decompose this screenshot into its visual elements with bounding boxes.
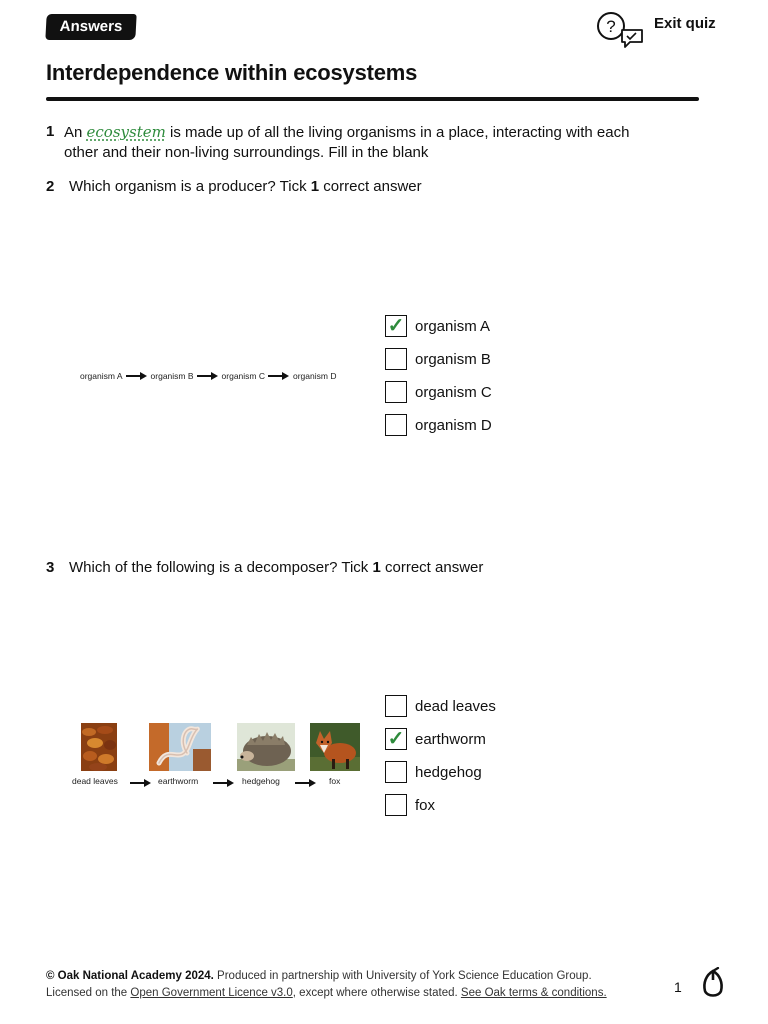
arrow-right-icon [126, 371, 148, 381]
dead-leaves-image [81, 723, 117, 771]
checkbox[interactable] [385, 381, 407, 403]
quiz-speech-icon [596, 10, 648, 48]
checkbox[interactable] [385, 315, 407, 337]
tick-icon: ✓ [387, 728, 405, 750]
question-3-text-post: correct answer [380, 559, 484, 576]
question-1-line2: other and their non-living surroundings. Fill in the blank [64, 144, 429, 161]
q3-option-fox[interactable] [385, 793, 435, 817]
title-divider [46, 97, 699, 101]
oak-acorn-logo-icon [700, 967, 726, 1001]
option-label: fox [415, 796, 436, 814]
chain-organism-c: organism C [221, 371, 265, 381]
arrow-right-icon [130, 778, 152, 788]
question-3-number: 3 [46, 559, 55, 576]
question-2-text-bold: 1 [310, 178, 320, 195]
terms-link[interactable]: See Oak terms & conditions. [460, 987, 607, 999]
chain-organism-b: organism B [150, 371, 194, 381]
question-3-text-bold: 1 [372, 559, 381, 576]
arrow-right-icon [213, 778, 235, 788]
option-label: hedgehog [415, 763, 482, 781]
fox-image [310, 723, 360, 771]
footer-line1: Produced in partnership with University of York Science Education Group. [213, 970, 592, 982]
exit-quiz-label: Exit quiz [654, 15, 716, 32]
chain-label-earthworm: earthworm [158, 776, 199, 786]
question-2-text-pre: Which organism is a producer? Tick [69, 178, 311, 195]
checkbox[interactable] [385, 348, 407, 370]
question-2-text-post: correct answer [319, 178, 422, 195]
hedgehog-image [237, 723, 295, 771]
tick-icon: ✓ [387, 315, 405, 337]
question-1-pre: An [64, 124, 87, 141]
checkbox[interactable] [385, 728, 407, 750]
q3-option-earthworm[interactable] [385, 727, 486, 751]
chain-organism-d: organism D [293, 371, 337, 381]
checkbox[interactable] [385, 414, 407, 436]
q3-option-dead-leaves[interactable] [385, 694, 496, 718]
chain-label-dead-leaves: dead leaves [72, 776, 118, 786]
option-label: organism B [415, 350, 491, 368]
question-1-number: 1 [46, 123, 55, 140]
chain-label-fox: fox [329, 776, 341, 786]
chain-label-hedgehog: hedgehog [242, 776, 280, 786]
earthworm-image [149, 723, 211, 771]
arrow-right-icon [197, 371, 219, 381]
q2-option-a[interactable] [385, 314, 490, 338]
option-label: dead leaves [415, 697, 496, 715]
question-2-text [69, 177, 422, 197]
footer-text [46, 968, 607, 1002]
question-3-text [69, 558, 483, 578]
page-number: 1 [674, 979, 682, 995]
footer-line2-mid: , except where otherwise stated. [292, 987, 461, 999]
option-label: organism D [415, 416, 492, 434]
option-label: organism C [415, 383, 492, 401]
svg-text:?: ? [606, 17, 616, 36]
arrow-right-icon [295, 778, 317, 788]
licence-link[interactable]: Open Government Licence v3.0 [130, 987, 293, 999]
option-label: earthworm [415, 730, 486, 748]
question-2-number: 2 [46, 178, 55, 195]
checkbox[interactable] [385, 794, 407, 816]
footer-line2-pre: Licensed on the [46, 987, 131, 999]
question-1-post: is made up of all the living organisms in a place, interacting with each [165, 124, 630, 141]
page-title: Interdependence within ecosystems [46, 60, 418, 85]
q2-option-b[interactable] [385, 347, 491, 371]
question-1-answer: ecosystem [86, 123, 166, 141]
question-1-text [64, 122, 724, 163]
checkbox[interactable] [385, 761, 407, 783]
q2-option-c[interactable] [385, 380, 492, 404]
food-chain-diagram-2 [70, 718, 370, 793]
food-chain-diagram-1 [80, 371, 336, 381]
footer-copyright: © Oak National Academy 2024. [46, 970, 214, 982]
q3-option-hedgehog[interactable] [385, 760, 482, 784]
checkbox[interactable] [385, 695, 407, 717]
arrow-right-icon [268, 371, 290, 381]
question-3-text-pre: Which of the following is a decomposer? Tick [69, 559, 373, 576]
option-label: organism A [415, 317, 491, 335]
q2-option-d[interactable] [385, 413, 492, 437]
answers-tag: Answers [45, 14, 136, 40]
chain-organism-a: organism A [80, 371, 123, 381]
